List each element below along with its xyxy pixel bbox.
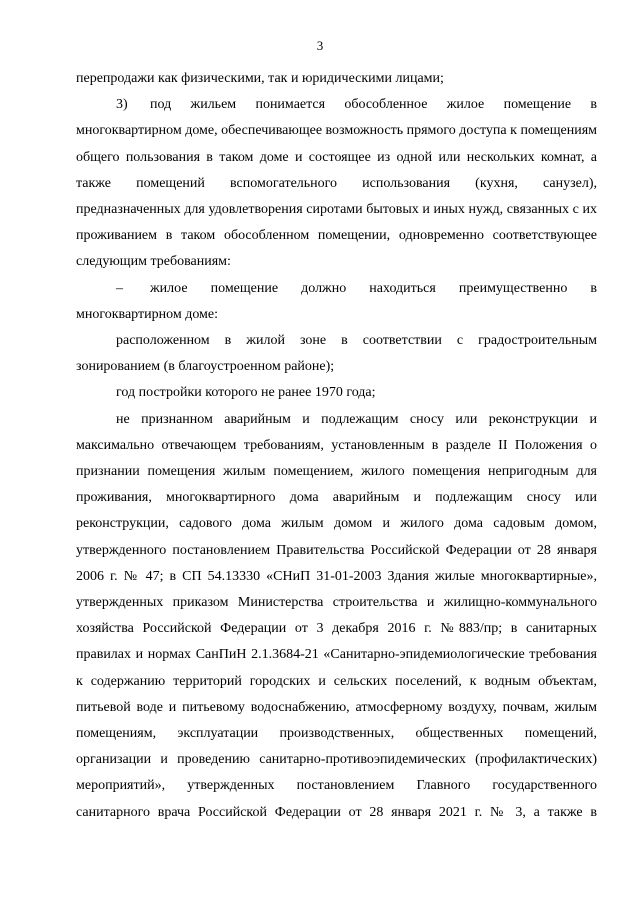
list-item-3 bbox=[76, 92, 597, 275]
paragraph-continuation: перепродажи как физическими, так и юридическими лицами; bbox=[76, 71, 444, 86]
paragraph-not-emergency: не признанном аварийным и подлежащим сносу или реконструкции и максимально отвечающем требованиям, установленным в разделе II Положения о признании помещения жилым помещением, жилого помещения непригодным для проживания, многоквартирного дома аварийным и подлежащим сносу или реконструкции, садового дома жилым домом и жилого дома садовым домом, утвержденного постановлением Правительства Российской Федерации от 28 января 2006 г. № 47; в СП 54.13330 «СНиП 31-01-2003 Здания жилые многоквартирные», утвержденных приказом Министерства строительства и жилищно-коммунального хозяйства Российской Федерации от 3 декабря 2016 г. №883/пр; в санитарных правилах и нормах СанПиН 2.1.3684-21 «Санитарно-эпидемиологические требования к содержанию территорий городских и сельских поселений, к водным объектам, питьевой воде и питьевому водоснабжению, атмосферному воздуху, почвам, жилым помещениям, эксплуатации производственных, общественных помещений, организации и проведению санитарно-противоэпидемических (профилактических) мероприятий», утвержденных постановлением Главного государственного санитарного врача Российской Федерации от 28 января 2021 г. № 3, а также в bbox=[76, 411, 597, 820]
list-item-number: 3) bbox=[116, 97, 128, 113]
page-number: 3 bbox=[316, 38, 324, 53]
list-item-text: под жильем понимается обособленное жилое помещение в многоквартирном доме, обеспечивающее возможность прямого доступа к помещениям общего пользования в таком доме и состоящее из одной или нескольких комнат, а также помещений вспомогательного использования (кухня, санузел), предназначенных для удовлетворения сиротами бытовых и иных нужд, связанных с их проживанием в таком обособленном помещении, одновременно соответствующее следующим требованиям: bbox=[76, 97, 598, 270]
paragraph-construction-year: год постройки которого не ранее 1970 года; bbox=[116, 385, 376, 401]
dash-bullet: – bbox=[116, 280, 123, 296]
document-body bbox=[76, 66, 597, 826]
dash-list-item-text: жилое помещение должно находиться преимущественно в многоквартирном доме: bbox=[76, 280, 597, 322]
paragraph-located: расположенном в жилой зоне в соответствии с градостроительным зонированием (в благоустроенном районе); bbox=[76, 333, 597, 375]
dash-list-item bbox=[76, 276, 597, 328]
